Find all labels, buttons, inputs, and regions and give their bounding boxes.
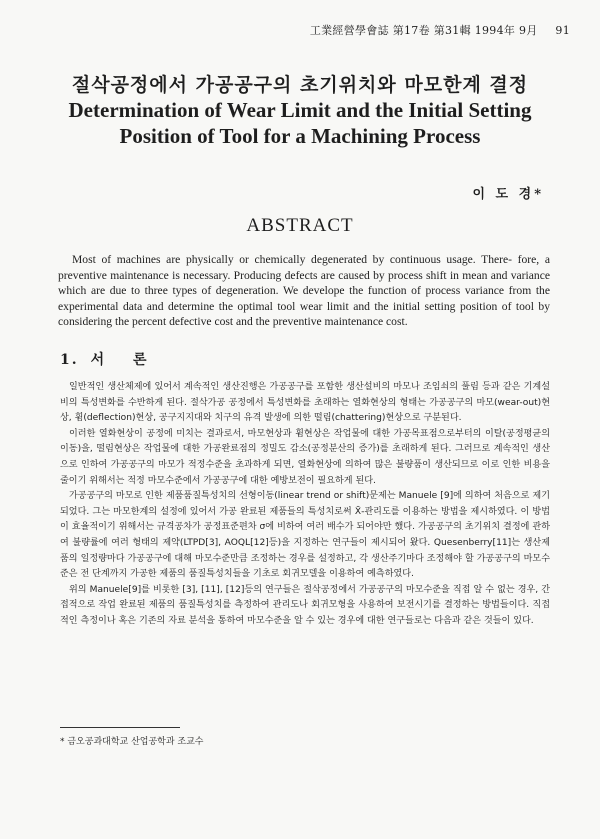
english-title-line-2: Position of Tool for a Machining Process (119, 124, 481, 148)
body-paragraph: 위의 Manuele[9]를 비롯한 [3], [11], [12]등의 연구들은 절삭공정에서 가공공구의 마모수준을 직접 알 수 없는 경우, 간접적으로 작업 완료된 제품의 품질특성치를 측정하여 관리도나 회귀모형을 사용하여 보전시기를 결정하는 방법들이다. 직접적인 측정이나 혹은 기존의 자료 분석을 통하여 마모수준을 알 수 있는 경우에 대한 연구들로는 다음과 같은 것들이 있다. (60, 584, 550, 626)
body-paragraph: 가공공구의 마모로 인한 제품품질특성치의 선형이동(linear trend or shift)문제는 Manuele [9]에 의하여 처음으로 제기되었다. 그는 마모한계의 설정에 있어서 가공 완료된 제품들의 특성치로써 X̄-관리도를 이용하는 방법을 제시하였다. 이 방법이 효율적이기 위해서는 규격공차가 공정표준편차 σ에 비하여 여러 배수가 되어야만 했다. 가공공구의 초기위치 결정에 관하여 불량률에 여러 형태의 제약(LTPD[3], AOQL[12]등)을 지정하는 연구들이 제시되어 왔다. Quesenberry[11]는 생산제품의 일정량마다 가공공구에 대해 마모수준만큼 조정하는 경우를 설정하고, 각 생산주기마다 조정해야 할 가공공구의 마모수준은 전 단계까지 가공한 제품의 품질특성치들을 기초로 회귀모델을 이용하여 예측하였다. (60, 491, 550, 580)
section-number: 1. (60, 352, 79, 368)
korean-title: 절삭공정에서 가공공구의 초기위치와 마모한계 결정 (71, 74, 529, 96)
body-paragraph: 이러한 열화현상이 공정에 미치는 결과로서, 마모현상과 휨현상은 작업물에 대한 가공목표점으로부터의 이탈(공정평균의 이동)을, 떨림현상은 작업물에 대한 가공완료점의 정밀도 감소(공정분산의 증가)를 초래하게 된다. 그러므로 계속적인 생산으로 인하여 가공공구의 마모가 적정수준을 초과하게 되면, 열화현상에 의하여 많은 불량품이 생산되므로 이로 인한 비용을 줄이기 위해서는 적정 마모수준에서 가공공구에 대한 예방보전이 필요하게 된다. (60, 428, 550, 486)
section-heading (60, 349, 159, 369)
footnote-divider (60, 727, 180, 728)
body-paragraph: 일반적인 생산체제에 있어서 계속적인 생산진행은 가공공구를 포함한 생산설비의 마모나 조임쇠의 풀림 등과 같은 기계설비의 특성변화를 수반하게 된다. 절삭가공 공정에서 특성변화를 초래하는 열화현상의 형태는 가공공구의 마모(wear-out)현상, 휨(deflection)현상, 공구지지대와 치구의 유격 발생에 의한 떨림(chattering)현상으로 구분된다. (60, 382, 550, 424)
section-body (60, 380, 550, 630)
page-number: 91 (555, 24, 570, 37)
journal-citation: 工業經營學會誌 第17卷 第31輯 1994年 9月 (309, 24, 538, 37)
journal-header (310, 22, 570, 38)
abstract-heading: ABSTRACT (246, 215, 354, 236)
author-name: 이 도 경* (472, 187, 544, 202)
english-title-line-1: Determination of Wear Limit and the Initial Setting (68, 98, 532, 122)
section-title: 서 론 (90, 352, 159, 368)
abstract-text: Most of machines are physically or chemically degenerated by continuous usage. There- fore, a preventive maintenance is necessary. Producing defects are caused by process shift in mean and variance which are due to three types of degeneration. We develope the function of process variance from the experimental data and determine the optimal tool wear limit and the initial setting position of tool by considering the percent defective cost and the preventive maintenance cost. (58, 253, 550, 329)
footnote: * 금오공과대학교 산업공학과 조교수 (60, 737, 204, 747)
